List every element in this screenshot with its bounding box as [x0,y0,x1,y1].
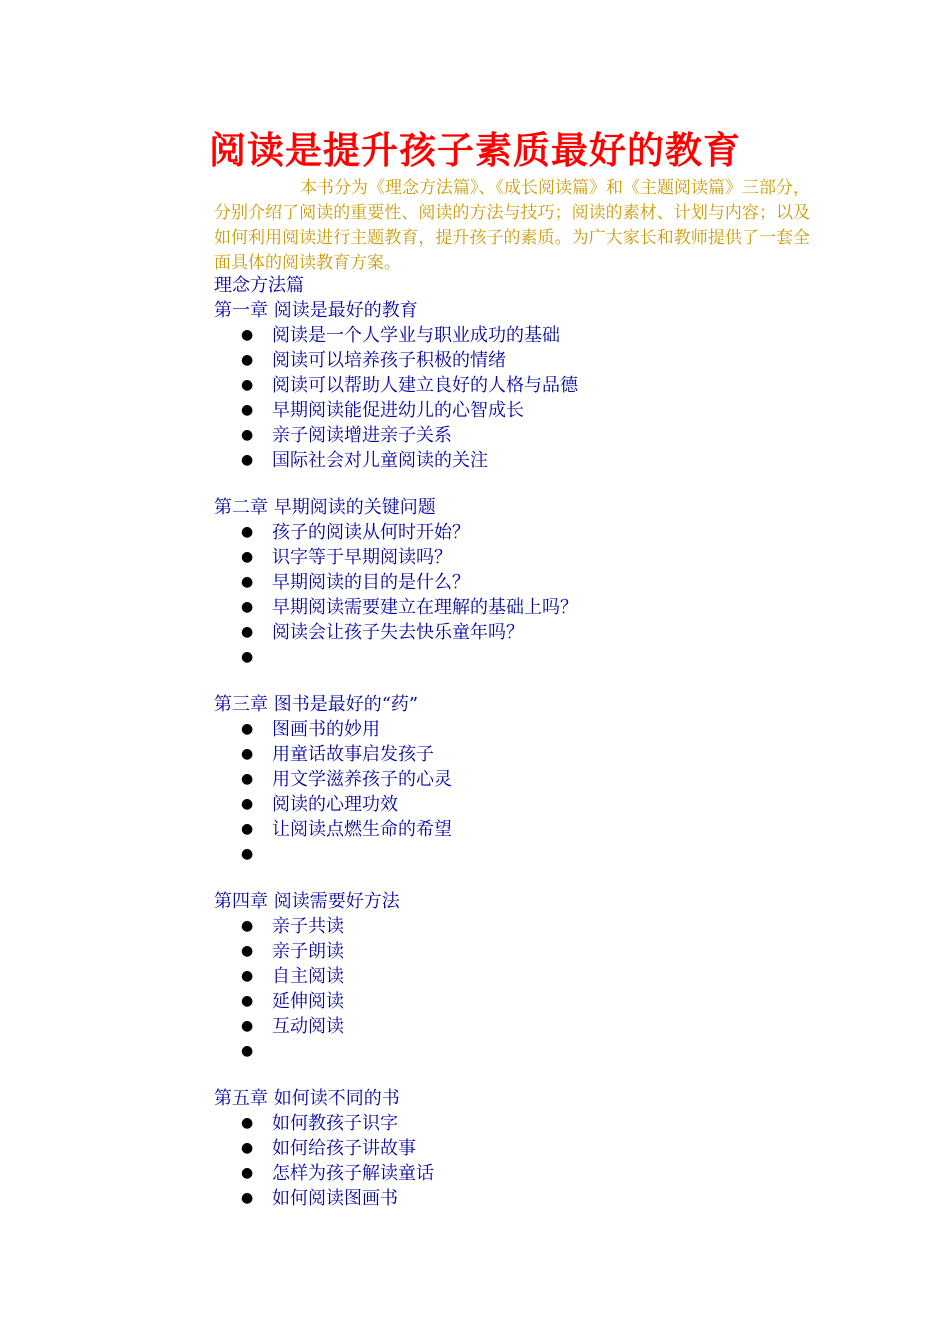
list-item [214,645,814,670]
table-of-contents [214,273,814,1211]
list-item: ● 国际社会对儿童阅读的关注 [241,450,488,471]
list-item: ● 阅读的心理功效 [241,794,398,815]
list-item: ● 孩子的阅读从何时开始？ [241,522,470,543]
list-item: ● 识字等于早期阅读吗？ [241,547,452,568]
bullet-icon: ● [241,624,254,640]
bullet-icon: ● [241,1018,254,1034]
bullet-icon: ● [241,599,254,615]
intro-paragraph: 本书分为《理念方法篇》、《成长阅读篇》和《主题阅读篇》三部分，分别介绍了阅读的重要性、阅读的方法与技巧；阅读的素材、计划与内容；以及如何利用阅读进行主题教育，提升孩子的素质。为广大家长和教师提供了一套全面具体的阅读教育方案。 [214,178,810,273]
list-item: ● 如何给孩子讲故事 [241,1138,416,1159]
bullet-icon: ● [241,943,254,959]
bullet-icon: ● [241,452,254,468]
list-item: ● 早期阅读需要建立在理解的基础上吗？ [241,597,578,618]
list-item: ● 用童话故事启发孩子 [241,744,434,765]
list-item: ● 亲子共读 [241,916,344,937]
list-item: ● 如何教孩子识字 [241,1113,398,1134]
list-item: ● 阅读会让孩子失去快乐童年吗？ [241,622,524,643]
bullet-icon: ● [241,377,254,393]
chapter-title: 第一章 阅读是最好的教育 [214,300,418,321]
list-item: ● 互动阅读 [241,1016,344,1037]
chapter-2 [214,495,814,670]
list-item: ● 亲子阅读增进亲子关系 [241,425,452,446]
list-item: ● 阅读是一个人学业与职业成功的基础 [241,325,560,346]
list-item: ● 早期阅读能促进幼儿的心智成长 [241,400,524,421]
document-title: 阅读是提升孩子素质最好的教育 [209,128,741,172]
list-item [214,1039,814,1064]
bullet-icon: ● [241,352,254,368]
bullet-icon: ● [241,574,254,590]
chapter-3 [214,692,814,867]
chapter-title: 第二章 早期阅读的关键问题 [214,497,436,518]
bullet-icon: ● [241,427,254,443]
bullet-icon: ● [241,821,254,837]
bullet-icon: ● [241,524,254,540]
list-item: ● 自主阅读 [241,966,344,987]
chapter-4 [214,889,814,1064]
list-item: ● 图画书的妙用 [241,719,380,740]
bullet-icon: ● [241,327,254,343]
list-item: ● 用文学滋养孩子的心灵 [241,769,452,790]
bullet-icon: ● [241,746,254,762]
bullet-icon: ● [241,918,254,934]
list-item: ● 早期阅读的目的是什么？ [241,572,470,593]
bullet-icon: ● [241,649,254,665]
bullet-icon: ● [241,1165,254,1181]
list-item: ● 延伸阅读 [241,991,344,1012]
bullet-icon: ● [241,549,254,565]
bullet-icon: ● [241,1190,254,1206]
bullet-icon: ● [241,796,254,812]
list-item: ● 阅读可以帮助人建立良好的人格与品德 [241,375,578,396]
chapter-title: 第三章 图书是最好的“药” [214,694,419,715]
chapter-title: 第四章 阅读需要好方法 [214,891,400,912]
list-item [214,842,814,867]
list-item: ● 阅读可以培养孩子积极的情绪 [241,350,506,371]
chapter-5 [214,1086,814,1211]
list-item: ● 如何阅读图画书 [241,1188,398,1209]
list-item: ● 亲子朗读 [241,941,344,962]
bullet-icon: ● [241,1115,254,1131]
list-item: ● 让阅读点燃生命的希望 [241,819,452,840]
list-item: ● 怎样为孩子解读童话 [241,1163,434,1184]
bullet-icon: ● [241,721,254,737]
bullet-icon: ● [241,1140,254,1156]
chapter-title: 第五章 如何读不同的书 [214,1088,400,1109]
bullet-icon: ● [241,1043,254,1059]
bullet-icon: ● [241,993,254,1009]
part-title: 理念方法篇 [214,275,304,296]
chapter-1 [214,298,814,473]
bullet-icon: ● [241,771,254,787]
bullet-icon: ● [241,402,254,418]
bullet-icon: ● [241,846,254,862]
bullet-icon: ● [241,968,254,984]
